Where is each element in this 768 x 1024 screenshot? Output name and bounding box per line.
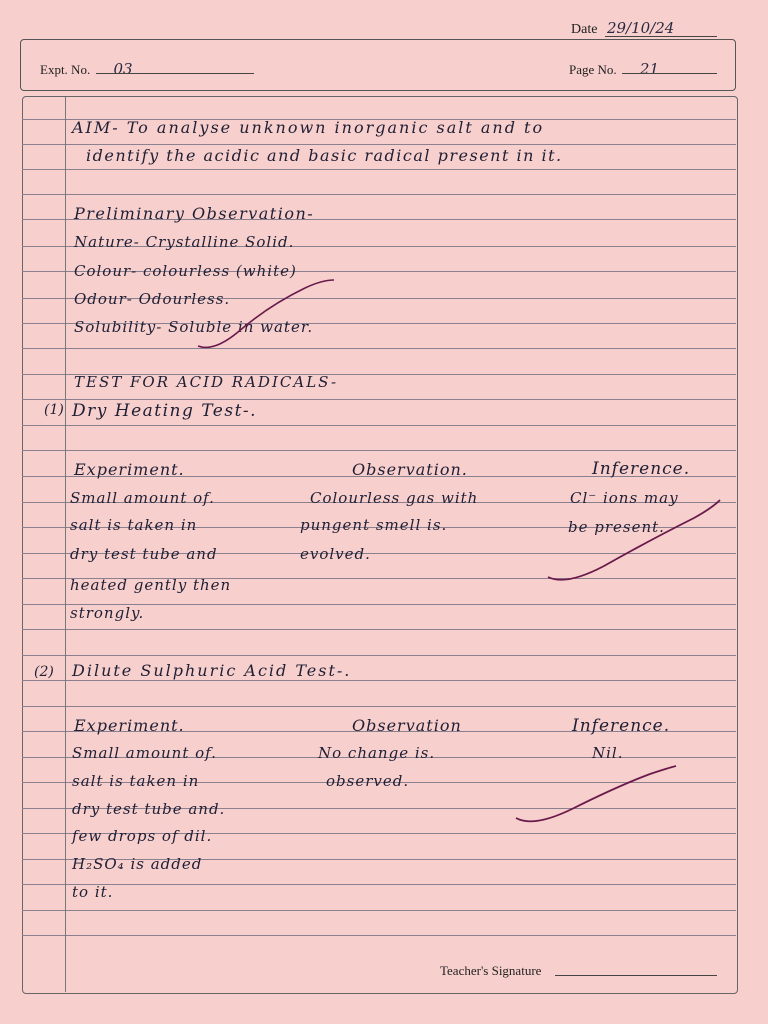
expt-value: 03 — [113, 60, 133, 78]
nature-line: Nature- Crystalline Solid. — [74, 233, 295, 251]
test1-inf-line-2: be present. — [568, 518, 665, 536]
teacher-signature-label: Teacher's Signature — [440, 963, 542, 978]
teacher-signature-line — [555, 975, 717, 976]
test2-exp-line-5: H₂SO₄ is added — [72, 855, 203, 873]
date-value: 29/10/24 — [606, 19, 675, 37]
aim-line-1: AIM- To analyse unknown inorganic salt and to — [72, 118, 545, 137]
test2-exp-line-1: Small amount of. — [72, 744, 217, 762]
test1-number: (1) — [44, 402, 64, 418]
test2-tick-mark — [516, 766, 676, 821]
test2-exp-line-2: salt is taken in — [72, 772, 200, 790]
test2-exp-line-4: few drops of dil. — [72, 827, 213, 845]
test1-obs-line-1: Colourless gas with — [310, 489, 479, 507]
test2-number: (2) — [34, 664, 54, 680]
colour-line: Colour- colourless (white) — [74, 262, 297, 280]
acid-radicals-heading: TEST FOR ACID RADICALS- — [74, 373, 339, 391]
test1-exp-line-2: salt is taken in — [70, 516, 198, 534]
preliminary-tick-mark — [198, 280, 334, 347]
test1-inf-line-1: Cl⁻ ions may — [570, 489, 679, 507]
odour-line: Odour- Odourless. — [74, 290, 231, 308]
test1-exp-line-3: dry test tube and — [70, 545, 218, 563]
test2-inference-header: Inference. — [572, 716, 671, 736]
page-label: Page No. — [569, 62, 617, 77]
test2-obs-line-2: observed. — [326, 772, 410, 790]
test2-exp-line-3: dry test tube and. — [72, 800, 226, 818]
test1-obs-line-2: pungent smell is. — [300, 516, 448, 534]
test1-exp-line-1: Small amount of. — [70, 489, 215, 507]
test1-exp-line-4: heated gently then — [70, 576, 232, 594]
test1-tick-mark — [548, 500, 720, 580]
test2-exp-line-6: to it. — [72, 883, 114, 901]
test1-experiment-header: Experiment. — [74, 460, 185, 479]
preliminary-heading: Preliminary Observation- — [74, 204, 315, 223]
test1-obs-line-3: evolved. — [300, 545, 371, 563]
test1-observation-header: Observation. — [352, 460, 468, 479]
test2-experiment-header: Experiment. — [74, 716, 185, 735]
date-label: Date — [571, 22, 598, 37]
test1-inference-header: Inference. — [592, 459, 691, 479]
test2-obs-line-1: No change is. — [318, 744, 436, 762]
test1-title: Dry Heating Test-. — [72, 401, 258, 421]
test2-observation-header: Observation — [352, 716, 462, 735]
page-value: 21 — [639, 60, 660, 78]
expt-label: Expt. No. — [40, 62, 91, 77]
test2-title: Dilute Sulphuric Acid Test-. — [72, 661, 352, 680]
aim-line-2: identify the acidic and basic radical present in it. — [86, 146, 563, 165]
test2-inf-line-1: Nil. — [592, 744, 624, 762]
solubility-line: Solubility- Soluble in water. — [74, 318, 314, 336]
test1-exp-line-5: strongly. — [70, 604, 145, 622]
